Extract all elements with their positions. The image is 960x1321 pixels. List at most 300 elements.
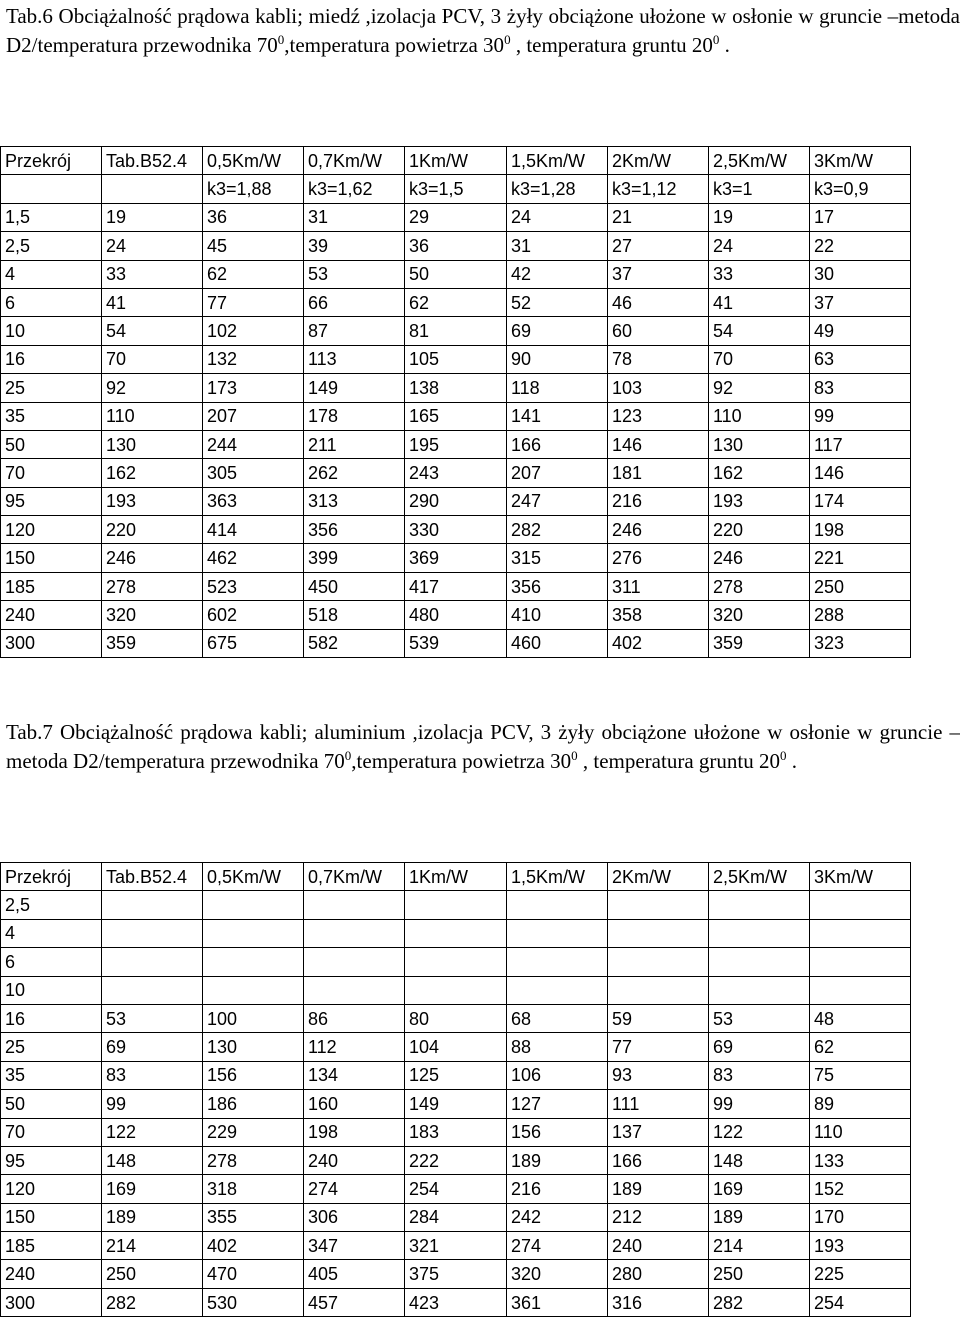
table-cell: 282 [709, 1288, 810, 1316]
table-cell: 195 [405, 430, 507, 458]
table-cell: 207 [507, 459, 608, 487]
table-cell: 33 [102, 260, 203, 288]
table-cell: 225 [810, 1260, 911, 1288]
table-cell [203, 919, 304, 947]
table-cell: 130 [102, 430, 203, 458]
table-cell: 36 [405, 232, 507, 260]
table-cell: 70 [1, 459, 102, 487]
table-cell: 83 [709, 1061, 810, 1089]
table-row [1, 374, 911, 402]
table-cell: 134 [304, 1061, 405, 1089]
table-cell: 83 [810, 374, 911, 402]
table-cell: 288 [810, 601, 911, 629]
table-cell: 2,5 [1, 891, 102, 919]
table-cell [304, 948, 405, 976]
table-cell: 37 [810, 288, 911, 316]
table-cell: 16 [1, 345, 102, 373]
table-cell: 405 [304, 1260, 405, 1288]
table-cell: 37 [608, 260, 709, 288]
table-cell [709, 948, 810, 976]
table-cell: 173 [203, 374, 304, 402]
table-cell [608, 948, 709, 976]
table-cell: 78 [608, 345, 709, 373]
table-cell: 89 [810, 1090, 911, 1118]
table-cell: k3=1,62 [304, 175, 405, 203]
table-cell: 54 [102, 317, 203, 345]
table-cell: 198 [810, 516, 911, 544]
table-cell: 150 [1, 1203, 102, 1231]
table-cell: 22 [810, 232, 911, 260]
table-cell: 162 [102, 459, 203, 487]
table-cell: 86 [304, 1004, 405, 1032]
table-cell: 402 [608, 629, 709, 657]
table-row [1, 919, 911, 947]
table-row [1, 948, 911, 976]
table-cell: Tab.B52.4 [102, 863, 203, 891]
table-cell: 369 [405, 544, 507, 572]
table-cell: 30 [810, 260, 911, 288]
table-cell: 42 [507, 260, 608, 288]
table-cell: 0,5Km/W [203, 863, 304, 891]
table-cell: 363 [203, 487, 304, 515]
table-cell: 92 [102, 374, 203, 402]
table-cell: 24 [507, 203, 608, 231]
table-cell: 36 [203, 203, 304, 231]
table-cell: 399 [304, 544, 405, 572]
table6-caption [6, 2, 960, 60]
table-cell [507, 919, 608, 947]
table-row [1, 288, 911, 316]
table-cell: k3=1,5 [405, 175, 507, 203]
table-cell: 300 [1, 1288, 102, 1316]
table-cell: 240 [304, 1146, 405, 1174]
table-cell: 90 [507, 345, 608, 373]
table-row [1, 260, 911, 288]
table-cell: 193 [709, 487, 810, 515]
table-row [1, 1004, 911, 1032]
table-cell: 160 [304, 1090, 405, 1118]
table-row [1, 629, 911, 657]
table-cell: 130 [709, 430, 810, 458]
table-cell: 1Km/W [405, 147, 507, 175]
table-cell [203, 948, 304, 976]
table-cell: 169 [102, 1175, 203, 1203]
table-cell: 80 [405, 1004, 507, 1032]
table-cell: 95 [1, 487, 102, 515]
table-cell: 166 [507, 430, 608, 458]
table-cell: 470 [203, 1260, 304, 1288]
table-cell [405, 891, 507, 919]
table-cell: 3Km/W [810, 863, 911, 891]
table-cell: Przekrój [1, 147, 102, 175]
table-cell: 410 [507, 601, 608, 629]
table-cell: 50 [1, 430, 102, 458]
table-cell: 246 [608, 516, 709, 544]
table-cell [304, 891, 405, 919]
table-cell: 262 [304, 459, 405, 487]
table-cell: 300 [1, 629, 102, 657]
table-cell: 214 [102, 1232, 203, 1260]
table-cell: 214 [709, 1232, 810, 1260]
table-cell: 457 [304, 1288, 405, 1316]
table-cell: 70 [102, 345, 203, 373]
table-cell: 274 [507, 1232, 608, 1260]
table-cell: 120 [1, 516, 102, 544]
table-cell: 246 [709, 544, 810, 572]
table-cell: 183 [405, 1118, 507, 1146]
table-cell: 450 [304, 572, 405, 600]
table-row [1, 1232, 911, 1260]
table-cell: 254 [810, 1288, 911, 1316]
table-cell: 75 [810, 1061, 911, 1089]
table-cell: 216 [507, 1175, 608, 1203]
table-cell: 50 [1, 1090, 102, 1118]
table-cell: 1,5Km/W [507, 863, 608, 891]
table-cell: 166 [608, 1146, 709, 1174]
table-cell: 539 [405, 629, 507, 657]
table-cell [608, 891, 709, 919]
table-cell: 250 [810, 572, 911, 600]
table-cell: 95 [1, 1146, 102, 1174]
table-row [1, 1175, 911, 1203]
table-cell: 133 [810, 1146, 911, 1174]
table6-caption-text: ,temperatura powietrza 30 [284, 33, 505, 57]
table-cell: 27 [608, 232, 709, 260]
table-cell: 523 [203, 572, 304, 600]
table-cell: 111 [608, 1090, 709, 1118]
table-cell: 92 [709, 374, 810, 402]
table-row [1, 402, 911, 430]
table7-caption-text: . [786, 749, 797, 773]
table-cell: 6 [1, 288, 102, 316]
table-cell: 120 [1, 1175, 102, 1203]
table-cell [507, 948, 608, 976]
table-cell: 320 [102, 601, 203, 629]
table-row [1, 891, 911, 919]
table-cell: 212 [608, 1203, 709, 1231]
table-cell: 318 [203, 1175, 304, 1203]
table-cell: 284 [405, 1203, 507, 1231]
table-cell: k3=1,28 [507, 175, 608, 203]
table-cell: 53 [304, 260, 405, 288]
superscript: 0 [571, 748, 578, 763]
table-row [1, 317, 911, 345]
table-cell: 211 [304, 430, 405, 458]
table-cell: 189 [507, 1146, 608, 1174]
table7-caption-text: , temperatura gruntu 20 [577, 749, 780, 773]
table-cell: 70 [709, 345, 810, 373]
table-row [1, 976, 911, 1004]
superscript: 0 [504, 32, 511, 47]
table-cell: 330 [405, 516, 507, 544]
table-cell: 280 [608, 1260, 709, 1288]
table-cell [405, 919, 507, 947]
table-cell: 53 [709, 1004, 810, 1032]
table-cell: 250 [709, 1260, 810, 1288]
table-cell: 59 [608, 1004, 709, 1032]
table-cell: 0,5Km/W [203, 147, 304, 175]
table-cell: 19 [102, 203, 203, 231]
table-cell: 278 [709, 572, 810, 600]
table-cell: 149 [304, 374, 405, 402]
table6-caption-text: Tab.6 Obciążalność prądowa kabli; miedź ,izolacja PCV, 3 żyły obciążone ułożone w osłonie w gruncie –metoda D2/temperatura przewodnika 70 [6, 4, 960, 57]
table-cell: 169 [709, 1175, 810, 1203]
table-cell: 276 [608, 544, 709, 572]
table-cell: 104 [405, 1033, 507, 1061]
table-row [1, 1260, 911, 1288]
table-cell: 137 [608, 1118, 709, 1146]
superscript: 0 [712, 32, 720, 47]
table-row [1, 1118, 911, 1146]
table-cell: 602 [203, 601, 304, 629]
table-cell: 39 [304, 232, 405, 260]
table-cell: 274 [304, 1175, 405, 1203]
table-cell: 189 [709, 1203, 810, 1231]
table-cell: 127 [507, 1090, 608, 1118]
table-cell: 402 [203, 1232, 304, 1260]
table6-copper [0, 146, 911, 658]
table-cell: 103 [608, 374, 709, 402]
table-cell: 110 [810, 1118, 911, 1146]
table-cell: 185 [1, 1232, 102, 1260]
table-cell: 229 [203, 1118, 304, 1146]
table-cell: 25 [1, 1033, 102, 1061]
table-cell: 31 [507, 232, 608, 260]
table-cell: 69 [102, 1033, 203, 1061]
table-cell: 63 [810, 345, 911, 373]
table-cell: 41 [709, 288, 810, 316]
table-cell: k3=1,12 [608, 175, 709, 203]
table-cell [102, 919, 203, 947]
table-cell: 77 [203, 288, 304, 316]
table-cell: 359 [709, 629, 810, 657]
table-cell: 138 [405, 374, 507, 402]
table-row [1, 232, 911, 260]
table-cell: 240 [1, 1260, 102, 1288]
table-cell: 62 [405, 288, 507, 316]
table-cell: 282 [102, 1288, 203, 1316]
table-cell [405, 948, 507, 976]
table-cell: 414 [203, 516, 304, 544]
table-row [1, 203, 911, 231]
table6-caption-text: . [719, 33, 730, 57]
header-row [1, 147, 911, 175]
table-cell [810, 919, 911, 947]
table-cell: 356 [507, 572, 608, 600]
table7-caption-text: ,temperatura powietrza 30 [351, 749, 572, 773]
table-cell [709, 976, 810, 1004]
table-cell: 132 [203, 345, 304, 373]
table-cell: 323 [810, 629, 911, 657]
table-row [1, 487, 911, 515]
table-cell: 93 [608, 1061, 709, 1089]
table-cell: 16 [1, 1004, 102, 1032]
table-cell: 242 [507, 1203, 608, 1231]
table-cell: 278 [203, 1146, 304, 1174]
table-cell: 46 [608, 288, 709, 316]
table-cell: 170 [810, 1203, 911, 1231]
table-row [1, 1061, 911, 1089]
table-cell: 189 [608, 1175, 709, 1203]
table-cell: 148 [709, 1146, 810, 1174]
table-cell [203, 976, 304, 1004]
table7-caption [6, 718, 960, 776]
table-cell [304, 919, 405, 947]
table-cell: 87 [304, 317, 405, 345]
table-cell: 2Km/W [608, 863, 709, 891]
subheader-row [1, 175, 911, 203]
table-cell [608, 976, 709, 1004]
table-cell: 10 [1, 317, 102, 345]
table-cell: 181 [608, 459, 709, 487]
table-cell: 355 [203, 1203, 304, 1231]
table-cell: 69 [507, 317, 608, 345]
table-cell: 25 [1, 374, 102, 402]
table-cell: 4 [1, 260, 102, 288]
table-cell: 112 [304, 1033, 405, 1061]
table-cell: 33 [709, 260, 810, 288]
table-cell: 21 [608, 203, 709, 231]
table-cell: 48 [810, 1004, 911, 1032]
table-cell: 193 [102, 487, 203, 515]
table-row [1, 1033, 911, 1061]
table-cell: 70 [1, 1118, 102, 1146]
table-cell: 311 [608, 572, 709, 600]
table-cell: 24 [102, 232, 203, 260]
table-row [1, 572, 911, 600]
table-cell: 99 [709, 1090, 810, 1118]
table-cell: 305 [203, 459, 304, 487]
table-cell: 246 [102, 544, 203, 572]
table-cell: 88 [507, 1033, 608, 1061]
table-cell [102, 976, 203, 1004]
table-cell: 165 [405, 402, 507, 430]
table-cell: 243 [405, 459, 507, 487]
table-cell: 2,5 [1, 232, 102, 260]
header-row [1, 863, 911, 891]
table-cell: 480 [405, 601, 507, 629]
table-cell [203, 891, 304, 919]
table-cell: 125 [405, 1061, 507, 1089]
table-cell: 52 [507, 288, 608, 316]
table-cell: 54 [709, 317, 810, 345]
table-cell: 146 [810, 459, 911, 487]
table-cell: Przekrój [1, 863, 102, 891]
table-cell: 244 [203, 430, 304, 458]
table-cell: 49 [810, 317, 911, 345]
table-cell: 359 [102, 629, 203, 657]
table-cell: 156 [203, 1061, 304, 1089]
table-cell [102, 175, 203, 203]
table-cell: 102 [203, 317, 304, 345]
table-cell: Tab.B52.4 [102, 147, 203, 175]
table-cell: 130 [203, 1033, 304, 1061]
table-cell: 306 [304, 1203, 405, 1231]
table-cell: 19 [709, 203, 810, 231]
table-cell: 278 [102, 572, 203, 600]
table-cell: 358 [608, 601, 709, 629]
table-row [1, 459, 911, 487]
table-cell: 2Km/W [608, 147, 709, 175]
table-row [1, 345, 911, 373]
table-cell: 152 [810, 1175, 911, 1203]
table-cell: 110 [709, 402, 810, 430]
table-cell: 156 [507, 1118, 608, 1146]
table-cell: 417 [405, 572, 507, 600]
table-cell [102, 948, 203, 976]
table-cell: 423 [405, 1288, 507, 1316]
table-cell: 1Km/W [405, 863, 507, 891]
table7-caption-text: Tab.7 Obciążalność prądowa kabli; aluminium ,izolacja PCV, 3 żyły obciążone ułożone w osłonie w gruncie –metoda D2/temperatura przewodnika 70 [6, 720, 960, 773]
table-cell: 24 [709, 232, 810, 260]
table-cell: 141 [507, 402, 608, 430]
table-cell: 99 [102, 1090, 203, 1118]
table-cell [405, 976, 507, 1004]
table-cell: 35 [1, 402, 102, 430]
table-row [1, 1090, 911, 1118]
table-cell: 1,5Km/W [507, 147, 608, 175]
table-row [1, 516, 911, 544]
table-cell: 460 [507, 629, 608, 657]
table-cell: 29 [405, 203, 507, 231]
table6-caption-text: , temperatura gruntu 20 [510, 33, 713, 57]
table-cell: 17 [810, 203, 911, 231]
table-cell: 282 [507, 516, 608, 544]
table-cell: 146 [608, 430, 709, 458]
table-row [1, 430, 911, 458]
table-cell: 240 [608, 1232, 709, 1260]
table-cell: 99 [810, 402, 911, 430]
table-cell [507, 891, 608, 919]
table-cell: 315 [507, 544, 608, 572]
table-cell: 123 [608, 402, 709, 430]
table-cell: 3Km/W [810, 147, 911, 175]
table-cell: 185 [1, 572, 102, 600]
table-cell: 290 [405, 487, 507, 515]
table-cell: 50 [405, 260, 507, 288]
table-cell: 35 [1, 1061, 102, 1089]
table-cell: 69 [709, 1033, 810, 1061]
table-cell: 675 [203, 629, 304, 657]
table-cell: 254 [405, 1175, 507, 1203]
table-cell: k3=0,9 [810, 175, 911, 203]
table-cell: 347 [304, 1232, 405, 1260]
table-cell: 220 [102, 516, 203, 544]
table-row [1, 601, 911, 629]
table-cell: 321 [405, 1232, 507, 1260]
table-cell [1, 175, 102, 203]
superscript: 0 [344, 748, 352, 763]
table-cell: 31 [304, 203, 405, 231]
table-cell: 60 [608, 317, 709, 345]
table-cell: 222 [405, 1146, 507, 1174]
table-cell: 207 [203, 402, 304, 430]
table-cell: 62 [203, 260, 304, 288]
table-cell: 518 [304, 601, 405, 629]
table-cell: 313 [304, 487, 405, 515]
table-cell: 240 [1, 601, 102, 629]
table-cell: 100 [203, 1004, 304, 1032]
table-cell: 4 [1, 919, 102, 947]
table-cell [810, 976, 911, 1004]
table-cell: 148 [102, 1146, 203, 1174]
table-cell: 105 [405, 345, 507, 373]
table-cell [507, 976, 608, 1004]
table-cell: 361 [507, 1288, 608, 1316]
table-cell: 316 [608, 1288, 709, 1316]
table-cell: 320 [507, 1260, 608, 1288]
table-cell: 81 [405, 317, 507, 345]
